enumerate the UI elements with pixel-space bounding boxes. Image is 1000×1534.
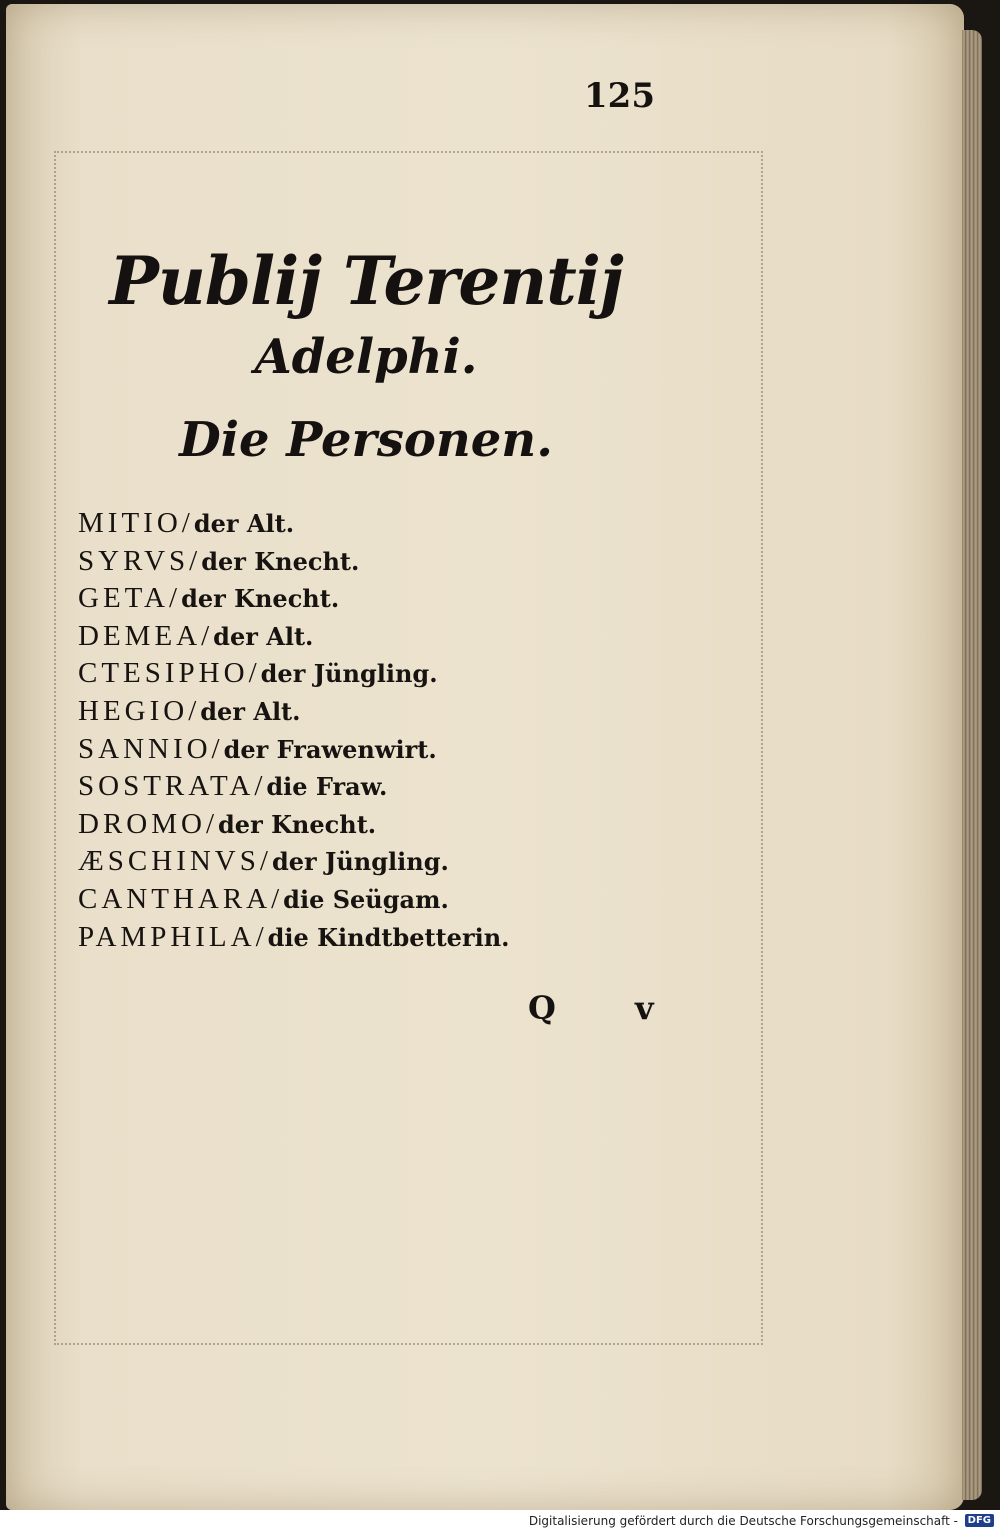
character-entry	[78, 880, 510, 918]
character-list	[78, 504, 510, 955]
character-role: die Seügam.	[283, 884, 449, 914]
character-role: der Alt.	[193, 509, 295, 538]
dfg-logo-icon: DFG	[965, 1514, 994, 1527]
character-role: der Alt.	[200, 696, 301, 726]
character-role: der Frawenwirt.	[223, 734, 437, 764]
character-name: ÆSCHINVS/	[78, 845, 272, 878]
character-name: SANNIO/	[78, 732, 224, 765]
character-role: der Jüngling.	[260, 659, 438, 689]
character-name: CTESIPHO/	[78, 657, 261, 690]
character-name: SYRVS/	[78, 544, 202, 577]
book-page	[6, 4, 964, 1510]
character-entry	[78, 654, 510, 692]
character-role: die Fraw.	[266, 772, 388, 802]
character-role: der Knecht.	[218, 809, 377, 839]
title-play: Adelphi.	[254, 329, 478, 385]
character-name: HEGIO/	[78, 694, 201, 727]
character-name: DROMO/	[78, 807, 219, 840]
title-author: Publij Terentij	[109, 242, 623, 320]
character-role: der Jüngling.	[271, 847, 449, 877]
character-entry	[78, 579, 510, 617]
character-role: der Knecht.	[201, 546, 360, 576]
character-name: MITIO/	[78, 507, 194, 539]
character-name: PAMPHILA/	[78, 920, 268, 953]
character-entry	[78, 692, 510, 730]
character-name: CANTHARA/	[78, 882, 284, 915]
footer-credit: Digitalisierung gefördert durch die Deutsche Forschungsgemeinschaft -	[528, 1514, 958, 1528]
page-number: 125	[584, 76, 655, 116]
character-name: SOSTRATA/	[78, 770, 267, 803]
character-entry	[78, 617, 510, 655]
character-name: DEMEA/	[78, 619, 214, 652]
character-role: die Kindtbetterin.	[267, 922, 510, 952]
signature-mark: Q v	[528, 989, 688, 1027]
character-entry	[78, 918, 510, 956]
character-entry	[78, 767, 510, 805]
character-entry	[78, 504, 510, 542]
character-role: der Knecht.	[181, 584, 340, 614]
title-personen: Die Personen.	[179, 412, 553, 468]
character-entry	[78, 542, 510, 580]
character-name: GETA/	[78, 582, 182, 615]
character-role: der Alt.	[213, 621, 314, 651]
character-entry	[78, 730, 510, 768]
character-entry	[78, 805, 510, 843]
page-stack-edge	[962, 30, 982, 1500]
character-entry	[78, 842, 510, 880]
footer-bar	[0, 1510, 1000, 1534]
